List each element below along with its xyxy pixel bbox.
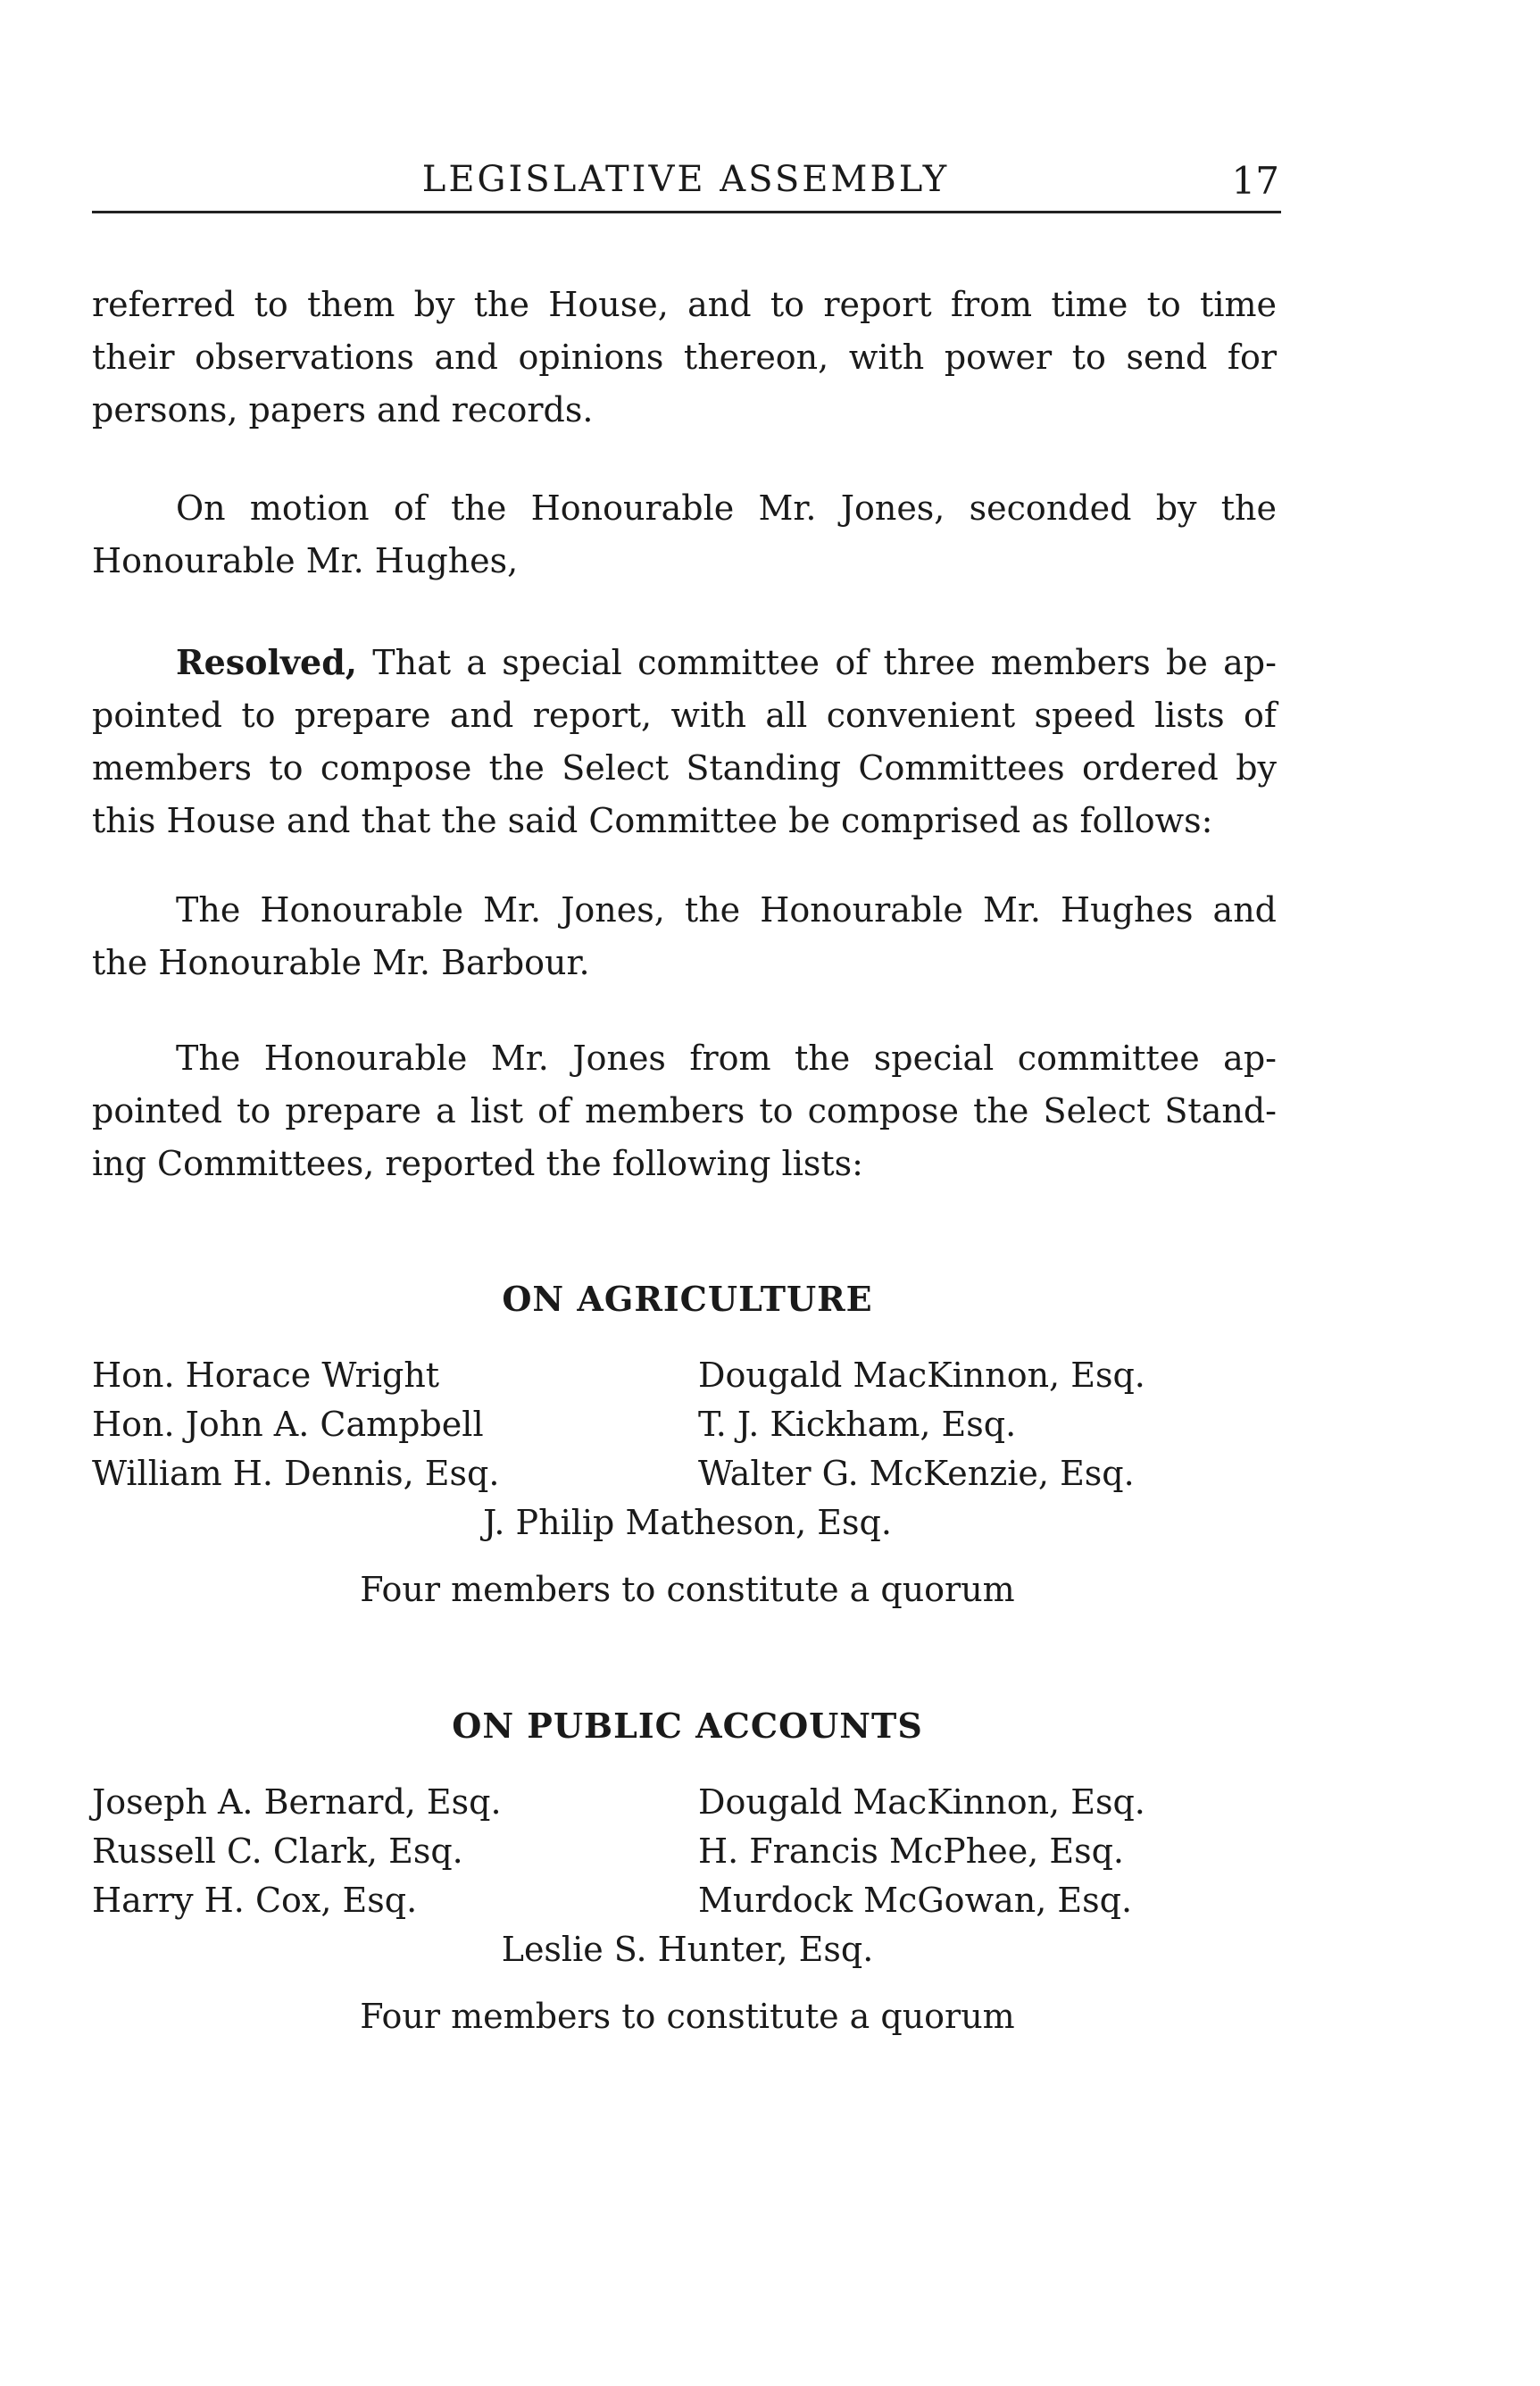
text-line-rest: That a special committee of three members be ap- <box>372 643 1277 682</box>
running-head-title: LEGISLATIVE ASSEMBLY <box>421 159 950 200</box>
resolved-label: Resolved, <box>176 642 357 682</box>
member-name: Dougald MacKinnon, Esq. <box>698 1356 1145 1395</box>
member-name: William H. Dennis, Esq. <box>92 1454 500 1493</box>
text-line: On motion of the Honourable Mr. Jones, seconded by the <box>176 488 1277 528</box>
paragraph-motion <box>92 482 1277 588</box>
member-name: T. J. Kickham, Esq. <box>698 1405 1017 1444</box>
text-line: The Honourable Mr. Jones, the Honourable Mr. Hughes and <box>176 890 1277 930</box>
paragraph-committee-members <box>92 884 1277 989</box>
text-line: their observations and opinions thereon, with power to send for <box>92 338 1277 377</box>
text-line: ing Committees, reported the following lists: <box>92 1144 863 1183</box>
member-name: H. Francis McPhee, Esq. <box>698 1831 1124 1871</box>
member-name-centered: Leslie S. Hunter, Esq. <box>501 1930 874 1969</box>
member-name: Dougald MacKinnon, Esq. <box>698 1782 1145 1822</box>
section-heading-public-accounts: ON PUBLIC ACCOUNTS <box>452 1706 923 1746</box>
page-number: 17 <box>1231 159 1279 203</box>
text-line: The Honourable Mr. Jones from the special committee ap- <box>176 1039 1277 1078</box>
text-line <box>92 636 1277 689</box>
text-line: pointed to prepare and report, with all convenient speed lists of <box>92 696 1277 735</box>
member-name: Harry H. Cox, Esq. <box>92 1881 418 1920</box>
member-name: Hon. Horace Wright <box>92 1356 440 1395</box>
text-line: pointed to prepare a list of members to compose the Select Stand- <box>92 1091 1277 1130</box>
member-name: Hon. John A. Campbell <box>92 1405 484 1444</box>
member-name: Joseph A. Bernard, Esq. <box>92 1782 502 1822</box>
text-line: Honourable Mr. Hughes, <box>92 541 519 580</box>
text-line: persons, papers and records. <box>92 390 594 430</box>
header-rule <box>92 211 1281 213</box>
text-line: members to compose the Select Standing Committees ordered by <box>92 748 1277 788</box>
text-line: referred to them by the House, and to report from time to time <box>92 285 1277 324</box>
text-line: this House and that the said Committee be comprised as follows: <box>92 801 1213 840</box>
quorum-note: Four members to constitute a quorum <box>360 1570 1015 1609</box>
paragraph-resolved <box>92 636 1277 847</box>
paragraph-report <box>92 1032 1277 1190</box>
text-line: the Honourable Mr. Barbour. <box>92 943 590 982</box>
paragraph-referred <box>92 279 1277 437</box>
quorum-note: Four members to constitute a quorum <box>360 1997 1015 2036</box>
member-name: Russell C. Clark, Esq. <box>92 1831 463 1871</box>
member-name: Murdock McGowan, Esq. <box>698 1881 1133 1920</box>
section-heading-agriculture: ON AGRICULTURE <box>502 1279 873 1319</box>
member-name: Walter G. McKenzie, Esq. <box>698 1454 1135 1493</box>
member-name-centered: J. Philip Matheson, Esq. <box>483 1503 892 1542</box>
running-head <box>92 159 1279 209</box>
